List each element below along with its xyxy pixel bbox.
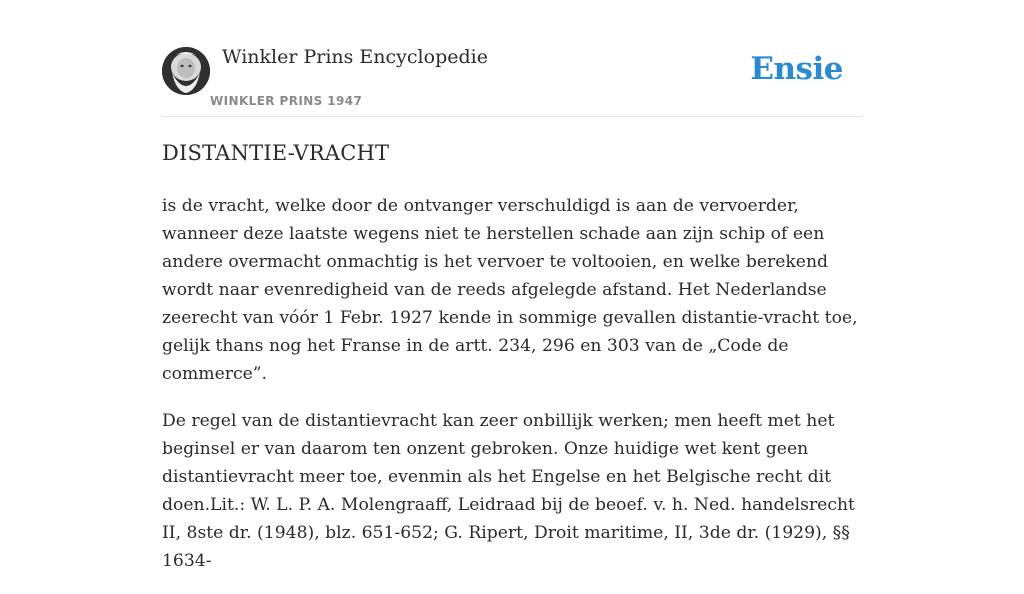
source-title[interactable]: Winkler Prins Encyclopedie <box>222 46 488 68</box>
article-paragraph: is de vracht, welke door de ontvanger verschuldigd is aan de vervoerder, wanneer deze laatste wegens niet te herstellen schade aan zijn schip of een andere overmacht onmachtig is het vervoer te voltooien, en welke berekend wordt naar evenredigheid van de reeds afgelegde afstand. Het Nederlandse zeerecht van vóór 1 Febr. 1927 kende in sommige gevallen distantie-vracht toe, gelijk thans nog het Franse in de artt. 234, 296 en 303 van de „Code de commerce”. <box>162 196 858 384</box>
source-header <box>162 0 862 117</box>
article-paragraph: De regel van de distantievracht kan zeer onbillijk werken; men heeft met het beginsel er van daarom ten onzent gebroken. Onze huidige wet kent geen distantievracht meer toe, evenmin als het Engelse en het Belgische recht dit doen.Lit.: W. L. P. A. Molengraaff, Leidraad bij de beoef. v. h. Ned. handelsrecht II, 8ste dr. (1948), blz. 651-652; G. Ripert, Droit maritime, II, 3de dr. (1929), §§ 1634- <box>162 411 855 571</box>
source-subtitle[interactable]: WINKLER PRINS 1947 <box>210 94 363 108</box>
article-title: DISTANTIE-VRACHT <box>162 141 390 165</box>
bearded-man-portrait-icon <box>162 47 210 95</box>
article-body <box>162 192 862 594</box>
source-avatar[interactable] <box>162 47 210 95</box>
page-container <box>162 0 862 571</box>
ensie-logo[interactable]: Ensie <box>750 51 843 87</box>
